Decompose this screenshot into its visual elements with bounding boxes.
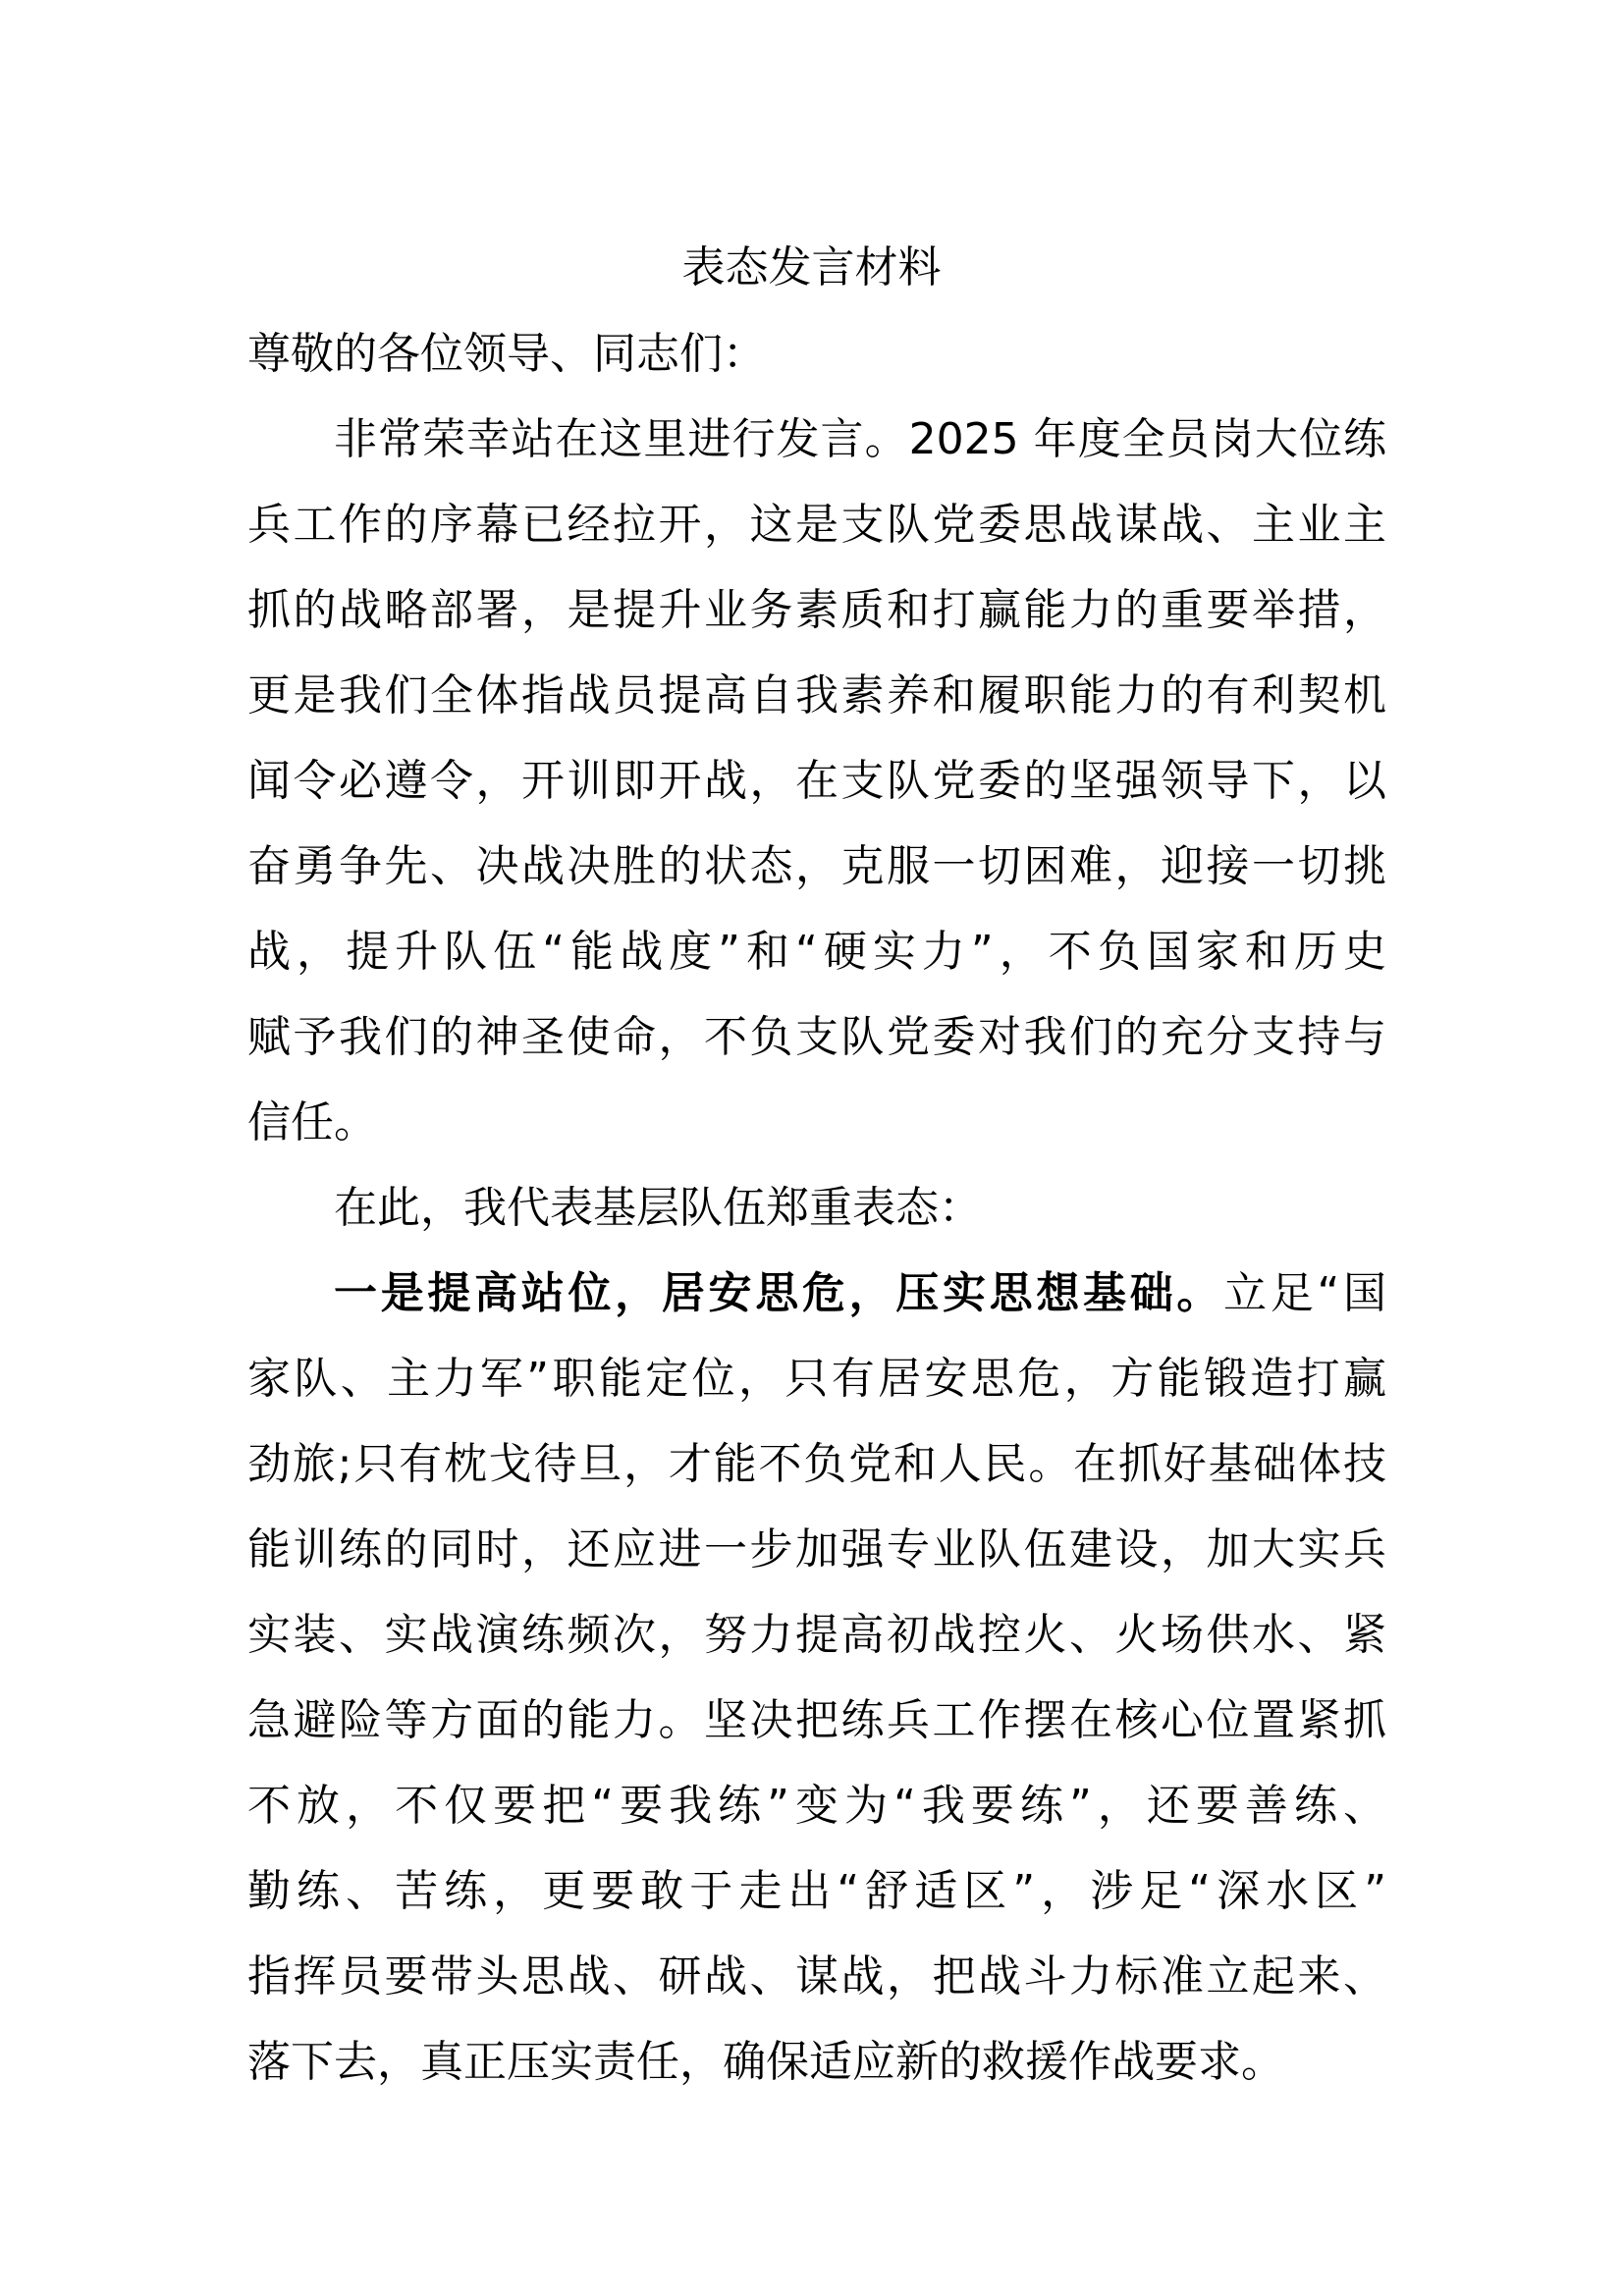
point-text: 立足“国: [1223, 1268, 1387, 1318]
paragraph-line: 急避险等方面的能力。坚决把练兵工作摆在核心位置紧抓: [247, 1695, 1386, 1745]
paragraph-intro: [247, 410, 1386, 1179]
paragraph-line: 勤练、苦练，更要敢于走出“舒适区”，涉足“深水区”: [247, 1866, 1386, 1916]
paragraph-line: 赋予我们的神圣使命，不负支队党委对我们的充分支持与: [247, 1012, 1386, 1062]
paragraph-line: 奋勇争先、决战决胜的状态，克服一切困难，迎接一切挑: [247, 841, 1386, 891]
paragraph-line: 战，提升队伍“能战度”和“硬实力”，不负国家和历史: [247, 927, 1386, 977]
greeting: 尊敬的各位领导、同志们：: [247, 329, 766, 379]
paragraph-statement: 在此，我代表基层队伍郑重表态：: [334, 1183, 982, 1233]
paragraph-line: 实装、实战演练频次，努力提高初战控火、火场供水、紧: [247, 1610, 1386, 1660]
paragraph-point-one: [247, 1264, 1386, 2118]
paragraph-line: 信任。: [247, 1097, 377, 1148]
paragraph-line: 抓的战略部署，是提升业务素质和打赢能力的重要举措，: [247, 585, 1386, 635]
document-title: 表态发言材料: [681, 242, 942, 293]
point-heading: 一是提高站位，居安思危，压实思想基础。: [334, 1268, 1224, 1318]
paragraph-line: 不放，不仅要把“要我练”变为“我要练”，还要善练、: [247, 1781, 1386, 1831]
paragraph-line: 指挥员要带头思战、研战、谋战，把战斗力标准立起来、: [247, 1951, 1386, 2002]
paragraph-line: 非常荣幸站在这里进行发言。2025 年度全员岗大位练: [334, 414, 1386, 464]
paragraph-line: 更是我们全体指战员提高自我素养和履职能力的有利契机: [247, 670, 1386, 721]
paragraph-line: [247, 1264, 1386, 1350]
paragraph-line: 落下去，真正压实责任，确保适应新的救援作战要求。: [247, 2037, 1284, 2087]
paragraph-line: 兵工作的序幕已经拉开，这是支队党委思战谋战、主业主: [247, 500, 1386, 550]
paragraph-line: 家队、主力军”职能定位，只有居安思危，方能锻造打赢: [247, 1354, 1386, 1404]
paragraph-line: 劲旅;只有枕戈待旦，才能不负党和人民。在抓好基础体技: [247, 1439, 1386, 1489]
paragraph-line: 能训练的同时，还应进一步加强专业队伍建设，加大实兵: [247, 1524, 1386, 1575]
document-body: [247, 325, 1386, 2118]
paragraph-line: 闻令必遵令，开训即开战，在支队党委的坚强领导下，以: [247, 756, 1386, 806]
